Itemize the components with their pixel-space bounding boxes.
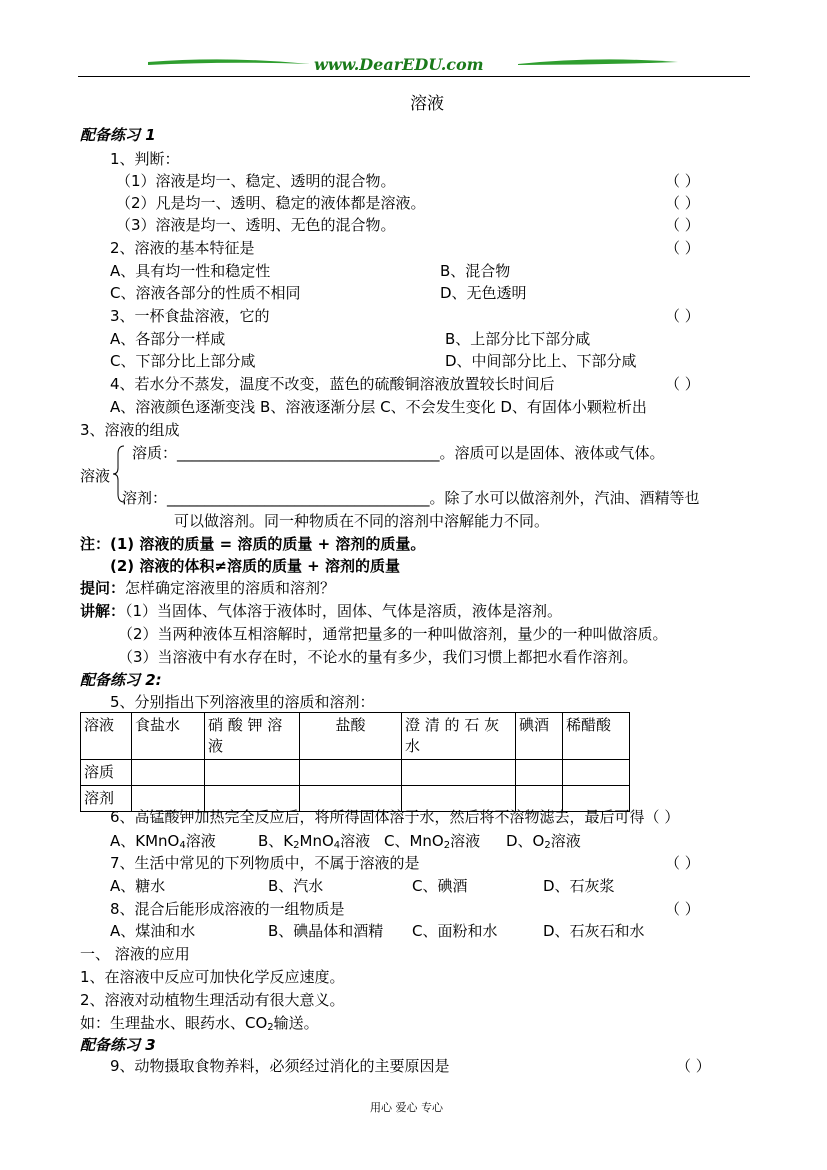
judge-item: （2）凡是均一、透明、稳定的液体都是溶液。	[116, 194, 426, 212]
question-stem: 1、判断：	[110, 150, 180, 168]
option-a: A、煤油和水	[110, 922, 196, 940]
option-d	[506, 832, 581, 855]
table-cell: 溶质	[81, 760, 132, 786]
question-stem: 6、高锰酸钾加热完全反应后，将所得固体溶于水，然后将不溶物滤去，最后可得（ ）	[110, 808, 680, 826]
explain-line-3: （3）当溶液中有水存在时，不论水的量有多少，我们习惯上都把水看作溶剂。	[118, 648, 638, 666]
answer-paren: （ ）	[665, 375, 700, 393]
table-cell: 碘酒	[516, 713, 563, 760]
page-title: 溶液	[410, 94, 444, 114]
table-row	[81, 713, 630, 760]
table-row	[81, 760, 630, 786]
header-rule	[78, 76, 750, 77]
answer-paren: （ ）	[665, 172, 700, 190]
solvent-line: 溶剂：___________________________________。除了水可以做溶剂外，汽油、酒精等也	[122, 489, 700, 507]
judge-item: （1）溶液是均一、稳定、透明的混合物。	[116, 172, 396, 190]
solute-line: 溶质：___________________________________。溶质可以是固体、液体或气体。	[132, 444, 665, 462]
subscript: 4	[333, 840, 341, 851]
options-row: A、溶液颜色逐渐变浅 B、溶液逐渐分层 C、不会发生变化 D、有固体小颗粒析出	[110, 398, 647, 416]
question-stem: 7、生活中常见的下列物质中，不属于溶液的是	[110, 854, 420, 872]
subscript: 2	[293, 840, 300, 851]
answer-paren: （ ）	[665, 216, 700, 234]
answer-cell[interactable]	[300, 760, 402, 786]
question-stem: 3、一杯食盐溶液，它的	[110, 307, 270, 325]
app-line	[80, 1014, 319, 1037]
app-line: 2、溶液对动植物生理活动有很大意义。	[80, 991, 345, 1009]
question-stem: 2、溶液的基本特征是	[110, 239, 255, 257]
option-d: D、石灰石和水	[543, 922, 645, 940]
answer-cell[interactable]	[402, 760, 516, 786]
table-cell: 食盐水	[132, 713, 205, 760]
right-swoosh	[518, 59, 678, 65]
option-b: B、汽水	[268, 877, 324, 895]
option-d-text: D、O	[506, 832, 545, 850]
left-swoosh	[148, 59, 310, 65]
explain-label: 讲解：	[80, 602, 126, 620]
question-stem: 9、动物摄取食物养料，必须经过消化的主要原因是	[110, 1057, 450, 1075]
option-d: D、无色透明	[440, 284, 527, 302]
explain-line-1	[80, 602, 562, 620]
answer-cell[interactable]	[563, 760, 630, 786]
ask-line	[80, 579, 335, 597]
option-d: D、中间部分比上、下部分咸	[445, 352, 637, 370]
app-line-text: 如：生理盐水、眼药水、CO	[80, 1014, 268, 1032]
table-cell: 澄 清 的 石 灰 水	[402, 713, 516, 760]
option-c: C、碘酒	[412, 877, 468, 895]
note-1: 注：(1) 溶液的质量 = 溶质的质量 + 溶剂的质量。	[80, 535, 426, 553]
subscript: 2	[267, 1022, 274, 1033]
answer-paren: （ ）	[665, 194, 700, 212]
table-cell: 稀醋酸	[563, 713, 630, 760]
option-c	[384, 832, 480, 855]
answer-cell[interactable]	[132, 760, 205, 786]
question-stem: 8、混合后能形成溶液的一组物质是	[110, 900, 345, 918]
section-label: 配备练习 3	[80, 1036, 156, 1054]
option-a: A、糖水	[110, 877, 166, 895]
answer-paren: （ ）	[665, 900, 700, 918]
solution-label: 溶液	[80, 467, 111, 485]
answer-table	[80, 712, 630, 812]
subscript: 2	[443, 840, 451, 851]
option-d-tail: 溶液	[550, 832, 581, 850]
option-b: B、混合物	[440, 262, 511, 280]
question-stem: 5、分别指出下列溶液里的溶质和溶剂：	[110, 693, 375, 711]
option-b-text: B、K	[258, 832, 294, 850]
option-a	[110, 832, 216, 855]
app-line-tail: 输送。	[273, 1014, 319, 1032]
table-cell: 溶剂	[81, 786, 132, 812]
answer-paren: （ ）	[676, 1057, 711, 1075]
option-b: B、碘晶体和酒精	[268, 922, 384, 940]
table-cell: 盐酸	[300, 713, 402, 760]
answer-paren: （ ）	[665, 239, 700, 257]
section-label: 配备练习 1	[80, 126, 156, 144]
table-cell: 硝 酸 钾 溶 液	[205, 713, 300, 760]
option-c: C、溶液各部分的性质不相同	[110, 284, 301, 302]
answer-paren: （ ）	[665, 307, 700, 325]
app-line: 1、在溶液中反应可加快化学反应速度。	[80, 968, 345, 986]
option-b	[258, 832, 370, 855]
page-footer: 用心 爱心 专心	[370, 1101, 443, 1114]
explain-line-2: （2）当两种液体互相溶解时，通常把量多的一种叫做溶剂，量少的一种叫做溶质。	[118, 625, 668, 643]
option-c: C、下部分比上部分咸	[110, 352, 256, 370]
table-cell: 溶液	[81, 713, 132, 760]
header-banner	[78, 52, 750, 74]
subscript: 2	[544, 840, 551, 851]
answer-cell[interactable]	[205, 760, 300, 786]
option-b: B、上部分比下部分咸	[445, 330, 591, 348]
ask-text: 怎样确定溶液里的溶质和溶剂？	[125, 579, 336, 597]
question-stem: 4、若水分不蒸发，温度不改变，蓝色的硫酸铜溶液放置较长时间后	[110, 375, 555, 393]
note-2: (2) 溶液的体积≠溶质的质量 + 溶剂的质量	[110, 557, 400, 575]
option-d: D、石灰浆	[543, 877, 615, 895]
answer-cell[interactable]	[516, 760, 563, 786]
option-c-text: C、MnO	[384, 832, 444, 850]
site-name: www.DearEDU.com	[314, 55, 484, 74]
section-label: 配备练习 2:	[80, 671, 162, 689]
subscript: 4	[179, 840, 186, 851]
section-heading: 3、溶液的组成	[80, 421, 180, 439]
ask-label: 提问：	[80, 579, 126, 597]
judge-item: （3）溶液是均一、透明、无色的混合物。	[116, 216, 396, 234]
option-a: A、各部分一样咸	[110, 330, 226, 348]
option-c: C、面粉和水	[412, 922, 498, 940]
option-b-tail: 溶液	[340, 832, 371, 850]
solvent-line-cont: 可以做溶剂。同一种物质在不同的溶剂中溶解能力不同。	[174, 512, 550, 530]
explain-text: （1）当固体、气体溶于液体时，固体、气体是溶质，液体是溶剂。	[125, 602, 563, 620]
answer-paren: （ ）	[665, 854, 700, 872]
option-a-text: A、KMnO	[110, 832, 180, 850]
option-c-tail: 溶液	[450, 832, 481, 850]
option-b-mid: MnO	[299, 832, 334, 850]
option-a: A、具有均一性和稳定性	[110, 262, 271, 280]
section-heading: 一、 溶液的应用	[80, 945, 190, 963]
option-a-tail: 溶液	[185, 832, 216, 850]
